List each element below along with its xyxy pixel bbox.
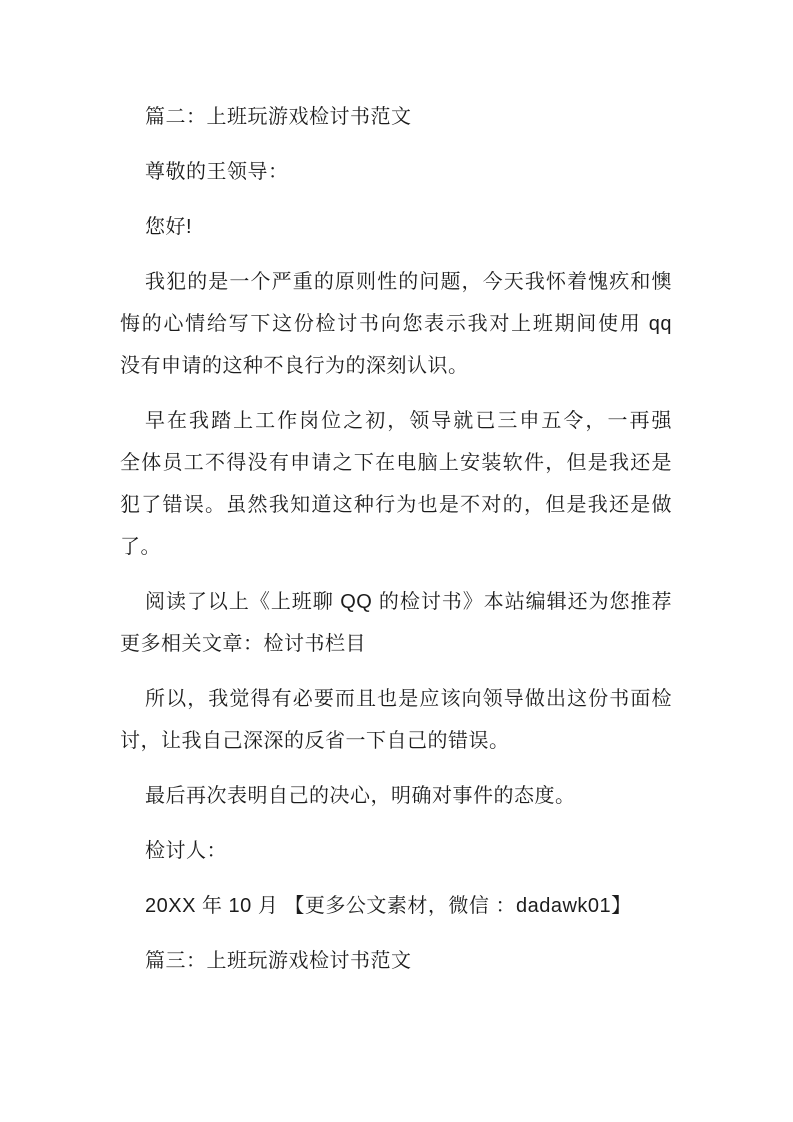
paragraph-line: 讨，让我自己深深的反省一下自己的错误。	[120, 730, 510, 752]
next-section-heading	[120, 940, 672, 982]
paragraph-line: 全体员工不得没有申请之下在电脑上安装软件，但是我还是	[120, 452, 672, 474]
next-section-heading-text: 篇三：上班玩游戏检讨书范文	[145, 950, 412, 972]
greeting	[120, 206, 672, 248]
salutation-text: 尊敬的王领导：	[145, 161, 289, 183]
date-line	[120, 885, 672, 927]
paragraph-line: 我犯的是一个严重的原则性的问题，今天我怀着愧疚和懊	[145, 271, 672, 293]
signer	[120, 830, 672, 872]
body-paragraph-recommendation	[120, 581, 672, 665]
paragraph-line: 早在我踏上工作岗位之初，领导就已三申五令，一再强	[145, 410, 672, 432]
body-paragraph-background	[120, 400, 672, 568]
section-heading-text: 篇二：上班玩游戏检讨书范文	[145, 106, 412, 128]
paragraph-line: 没有申请的这种不良行为的深刻认识。	[120, 355, 469, 377]
greeting-text: 您好!	[145, 216, 193, 238]
paragraph-line: 悔的心情给写下这份检讨书向您表示我对上班期间使用 qq	[120, 313, 672, 335]
salutation	[120, 151, 672, 193]
body-paragraph-apology	[120, 261, 672, 387]
paragraph-line: 犯了错误。虽然我知道这种行为也是不对的，但是我还是做	[120, 494, 672, 516]
document-content	[120, 96, 672, 995]
paragraph-line: 阅读了以上《上班聊 QQ 的检讨书》本站编辑还为您推荐	[145, 591, 672, 613]
paragraph-line: 了。	[120, 536, 161, 558]
paragraph-line: 更多相关文章：检讨书栏目	[120, 633, 366, 655]
date-line-text: 20XX 年 10 月 【更多公文素材，微信 ：dadawk01】	[145, 895, 632, 917]
body-paragraph-reflection	[120, 678, 672, 762]
body-paragraph-resolution	[120, 775, 672, 817]
paragraph-line: 最后再次表明自己的决心，明确对事件的态度。	[145, 785, 576, 807]
section-heading	[120, 96, 672, 138]
signer-label: 检讨人：	[145, 840, 227, 862]
paragraph-line: 所以，我觉得有必要而且也是应该向领导做出这份书面检	[145, 688, 672, 710]
